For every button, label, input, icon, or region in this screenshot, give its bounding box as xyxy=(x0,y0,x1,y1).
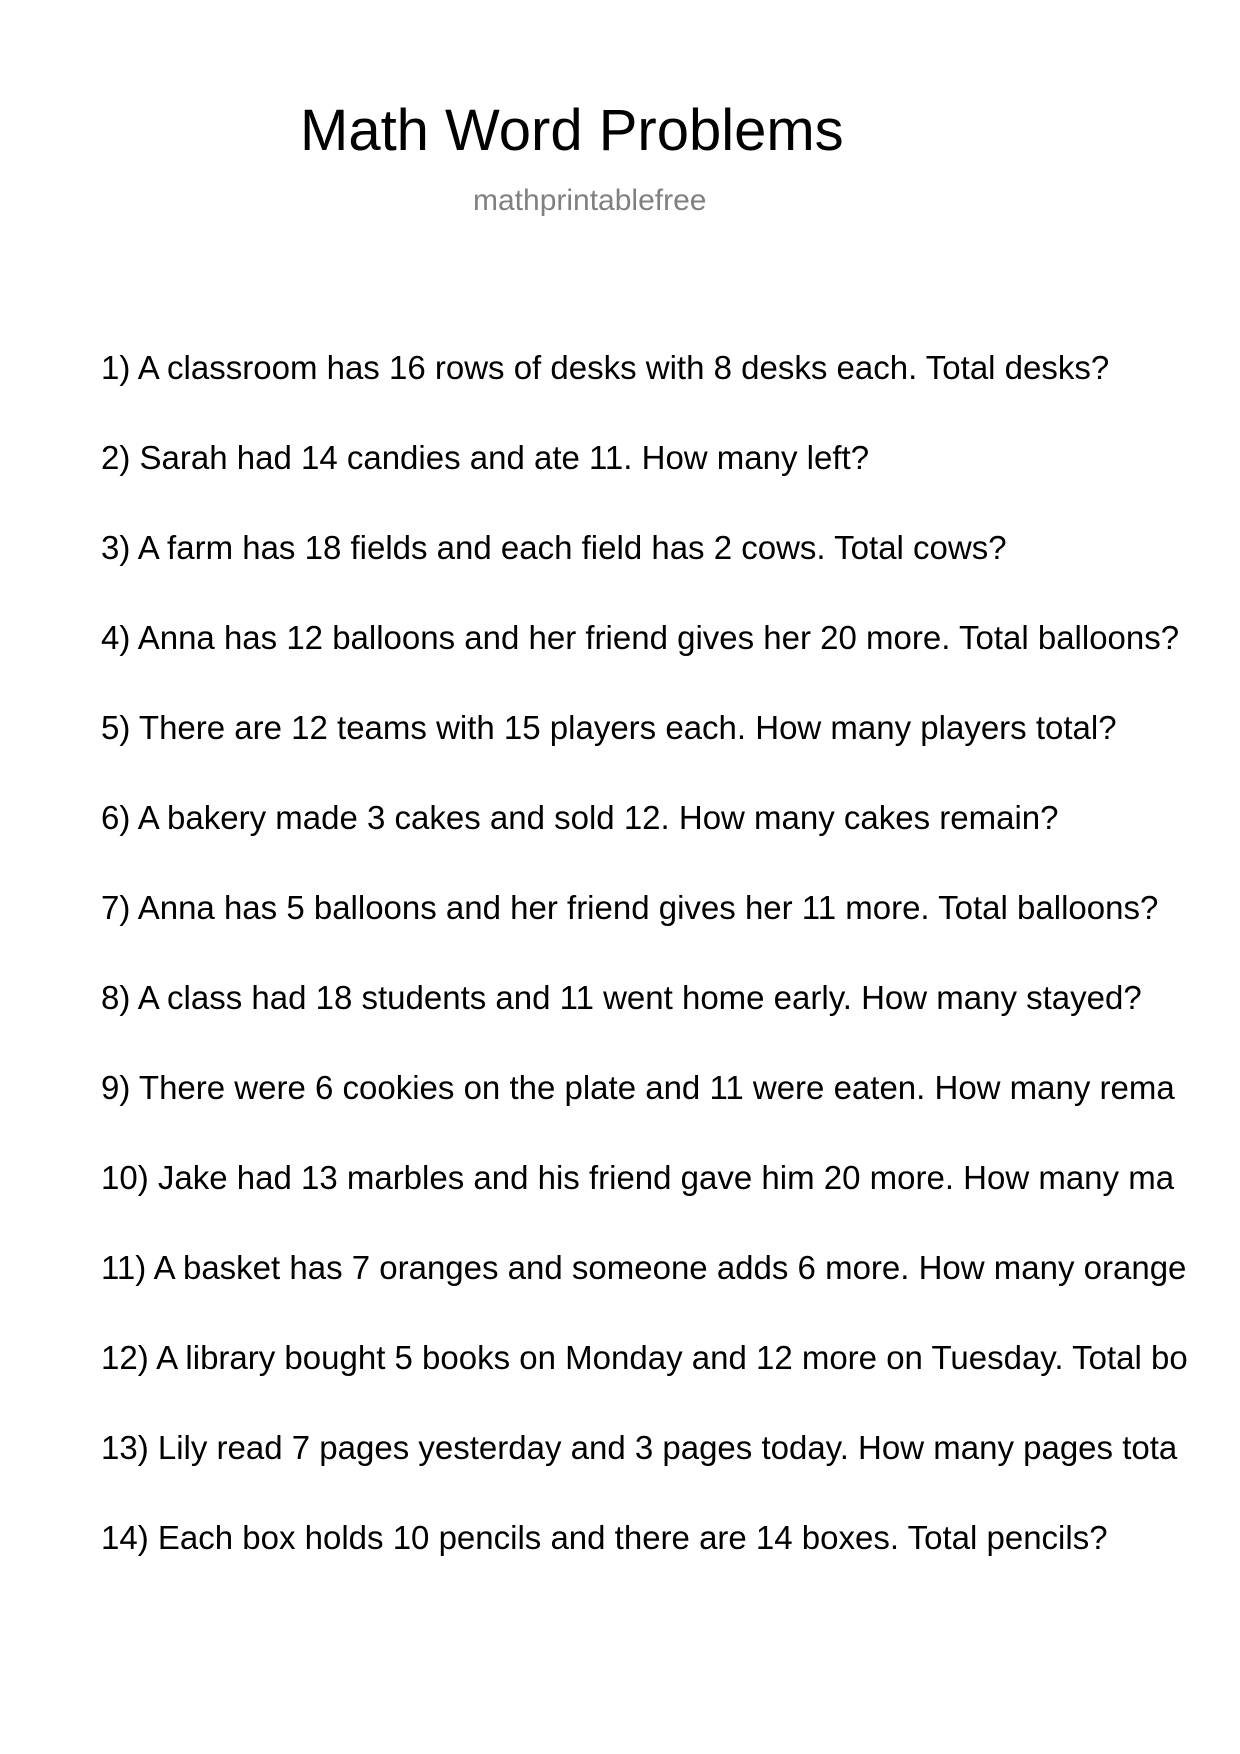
problem-number: 7) xyxy=(101,889,131,926)
problem-number: 12) xyxy=(101,1339,149,1376)
problem-text: Jake had 13 marbles and his friend gave him 20 more. How many ma xyxy=(157,1159,1175,1196)
problem-item xyxy=(101,1159,1240,1249)
problem-text: A basket has 7 oranges and someone adds 6 more. How many orange xyxy=(153,1249,1187,1286)
problem-item xyxy=(101,979,1240,1069)
problem-item xyxy=(101,529,1240,619)
problem-text: Lily read 7 pages yesterday and 3 pages today. How many pages tota xyxy=(157,1429,1178,1466)
problem-text: A class had 18 students and 11 went home early. How many stayed? xyxy=(137,979,1142,1016)
problem-number: 4) xyxy=(101,619,131,656)
problem-item xyxy=(101,799,1240,889)
problem-list xyxy=(101,349,1240,1609)
problem-text: A classroom has 16 rows of desks with 8 desks each. Total desks? xyxy=(137,349,1110,386)
problem-item xyxy=(101,889,1240,979)
problem-number: 2) xyxy=(101,439,131,476)
problem-text: A bakery made 3 cakes and sold 12. How many cakes remain? xyxy=(137,799,1059,836)
problem-item xyxy=(101,349,1240,439)
problem-item xyxy=(101,1339,1240,1429)
problem-text: A farm has 18 fields and each field has 2 cows. Total cows? xyxy=(137,529,1007,566)
problem-text: There were 6 cookies on the plate and 11 were eaten. How many rema xyxy=(138,1069,1175,1106)
problem-number: 10) xyxy=(101,1159,149,1196)
problem-number: 3) xyxy=(101,529,131,566)
problem-text: Anna has 12 balloons and her friend gives her 20 more. Total balloons? xyxy=(137,619,1180,656)
problem-item xyxy=(101,1069,1240,1159)
problem-number: 13) xyxy=(101,1429,149,1466)
problem-number: 11) xyxy=(101,1249,147,1286)
problem-number: 14) xyxy=(101,1519,149,1556)
problem-number: 5) xyxy=(101,709,131,746)
problem-item xyxy=(101,1429,1240,1519)
problem-text: A library bought 5 books on Monday and 12 more on Tuesday. Total bo xyxy=(156,1339,1188,1376)
problem-number: 1) xyxy=(101,349,131,386)
problem-number: 8) xyxy=(101,979,131,1016)
problem-item xyxy=(101,439,1240,529)
problem-text: There are 12 teams with 15 players each. How many players total? xyxy=(138,709,1117,746)
problem-text: Sarah had 14 candies and ate 11. How many left? xyxy=(139,439,870,476)
problem-item xyxy=(101,619,1240,709)
problem-number: 6) xyxy=(101,799,131,836)
page-subtitle: mathprintablefree xyxy=(473,184,707,217)
problem-item xyxy=(101,709,1240,799)
problem-item xyxy=(101,1249,1240,1339)
problem-text: Anna has 5 balloons and her friend gives her 11 more. Total balloons? xyxy=(137,889,1159,926)
page-title: Math Word Problems xyxy=(300,98,844,163)
problem-item xyxy=(101,1519,1240,1609)
problem-text: Each box holds 10 pencils and there are 14 boxes. Total pencils? xyxy=(157,1519,1108,1556)
problem-number: 9) xyxy=(101,1069,131,1106)
